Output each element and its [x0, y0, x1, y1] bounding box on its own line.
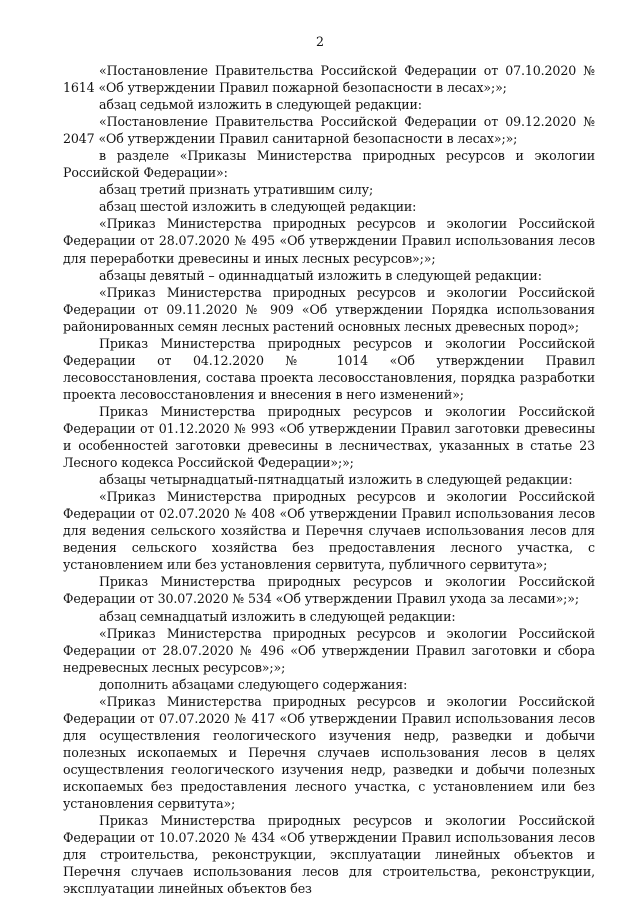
paragraph: «Постановление Правительства Российской Федерации от 07.10.2020 № 1614 «Об утверждении Правил пожарной безопасности в лесах»;»; — [63, 63, 595, 96]
paragraph: абзац седьмой изложить в следующей редакции: — [99, 97, 422, 113]
paragraph: абзац семнадцатый изложить в следующей редакции: — [99, 608, 456, 624]
paragraph: абзац третий признать утратившим силу; — [99, 182, 374, 198]
paragraph: в разделе «Приказы Министерства природных ресурсов и экологии Российской Федерации»: — [63, 148, 595, 181]
paragraph: Приказ Министерства природных ресурсов и экологии Российской Федерации от 01.12.2020 № 993 «Об утверждении Правил заготовки древесины и особенностей заготовки древесины в лесничествах, указанных в статье 23 Лесного кодекса Российской Федерации»;»; — [63, 403, 595, 471]
page-number: 2 — [315, 34, 324, 49]
paragraph: Приказ Министерства природных ресурсов и экологии Российской Федерации от 30.07.2020 № 534 «Об утверждении Правил ухода за лесами»;»; — [63, 574, 595, 607]
paragraph: Приказ Министерства природных ресурсов и экологии Российской Федерации от 04.12.2020 № 1014 «Об утверждении Правил лесовосстановления, состава проекта лесовосстановления, порядка разработки проекта лесовосстановления и внесения в него изменений»; — [63, 335, 595, 402]
paragraph: Приказ Министерства природных ресурсов и экологии Российской Федерации от 10.07.2020 № 434 «Об утверждении Правил использования лесов для строительства, реконструкции, эксплуатации линейных объектов и Перечня случаев использования лесов для строительства, реконструкции, эксплуатации линейных объектов без — [63, 813, 595, 897]
paragraph: «Приказ Министерства природных ресурсов и экологии Российской Федерации от 02.07.2020 № 408 «Об утверждении Правил использования лесов для ведения сельского хозяйства и Перечня случаев использования лесов для ведения сельского хозяйства без предоставления лесного участка, с установлением или без установления сервитута, публичного сервитута»; — [63, 489, 595, 573]
document-body — [63, 62, 595, 897]
paragraph: абзац шестой изложить в следующей редакции: — [99, 199, 417, 215]
paragraph: абзацы девятый – одиннадцатый изложить в следующей редакции: — [99, 267, 542, 283]
paragraph: «Приказ Министерства природных ресурсов и экологии Российской Федерации от 28.07.2020 № 496 «Об утверждении Правил заготовки и сбора недревесных лесных ресурсов»;»; — [63, 625, 595, 675]
paragraph: «Постановление Правительства Российской Федерации от 09.12.2020 № 2047 «Об утверждении Правил санитарной безопасности в лесах»;»; — [63, 114, 595, 147]
paragraph: абзацы четырнадцатый-пятнадцатый изложить в следующей редакции: — [99, 472, 573, 488]
paragraph: «Приказ Министерства природных ресурсов и экологии Российской Федерации от 07.07.2020 № 417 «Об утверждении Правил использования лесов для осуществления геологического изучения недр, разведки и добычи полезных ископаемых и Перечня случаев использования лесов в целях осуществления геологического изучения недр, разведки и добычи полезных ископаемых без предоставления лесного участка, с установлением или без установления сервитута»; — [63, 693, 595, 812]
paragraph: дополнить абзацами следующего содержания: — [99, 676, 408, 692]
paragraph: «Приказ Министерства природных ресурсов и экологии Российской Федерации от 28.07.2020 № 495 «Об утверждении Правил использования лесов для переработки древесины и иных лесных ресурсов»;»; — [63, 216, 595, 266]
paragraph: «Приказ Министерства природных ресурсов и экологии Российской Федерации от 09.11.2020 № 909 «Об утверждении Порядка использования районированных семян лесных растений основных лесных древесных пород»; — [63, 284, 595, 334]
